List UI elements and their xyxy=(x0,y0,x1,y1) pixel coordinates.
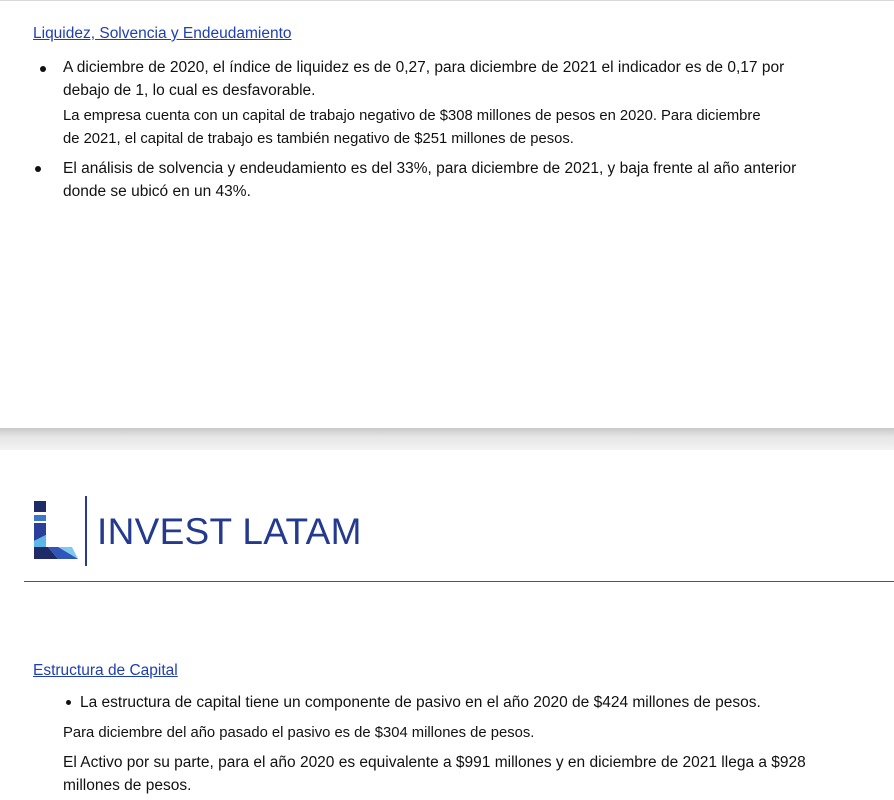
capital-line3a: El Activo por su parte, para el año 2020 es equivalente a $991 millones y en diciembre de 2021 llega a $928 xyxy=(63,754,806,771)
bullet-marker xyxy=(35,166,41,172)
document-page-2 xyxy=(0,450,894,800)
bullet2-line1: El análisis de solvencia y endeudamiento es del 33%, para diciembre de 2021, y baja frente al año anterior xyxy=(63,160,797,177)
header-rule xyxy=(24,581,894,582)
bullet2-line2: donde se ubicó en un 43%. xyxy=(63,183,251,200)
invest-latam-logo-icon xyxy=(34,501,80,559)
bullet-marker xyxy=(40,66,46,72)
page-separator xyxy=(0,428,894,450)
section-link-liquidez[interactable]: Liquidez, Solvencia y Endeudamiento xyxy=(33,25,292,42)
capital-line2: Para diciembre del año pasado el pasivo es de $304 millones de pesos. xyxy=(63,725,535,741)
brand-name: INVEST LATAM xyxy=(97,511,362,552)
bullet1-line2: debajo de 1, lo cual es desfavorable. xyxy=(63,82,316,99)
section-link-estructura[interactable]: Estructura de Capital xyxy=(33,662,178,679)
paragraph-line2: de 2021, el capital de trabajo es también negativo de $251 millones de pesos. xyxy=(63,131,574,147)
paragraph-line1: La empresa cuenta con un capital de trabajo negativo de $308 millones de pesos en 2020. Para diciembre xyxy=(63,108,761,124)
bullet1-line1: A diciembre de 2020, el índice de liquidez es de 0,27, para diciembre de 2021 el indicador es de 0,17 por xyxy=(63,59,785,76)
bullet-marker xyxy=(66,700,71,705)
logo-divider xyxy=(85,496,87,566)
capital-bullet1: La estructura de capital tiene un componente de pasivo en el año 2020 de $424 millones de pesos. xyxy=(80,694,761,711)
capital-line3b: millones de pesos. xyxy=(63,777,192,794)
